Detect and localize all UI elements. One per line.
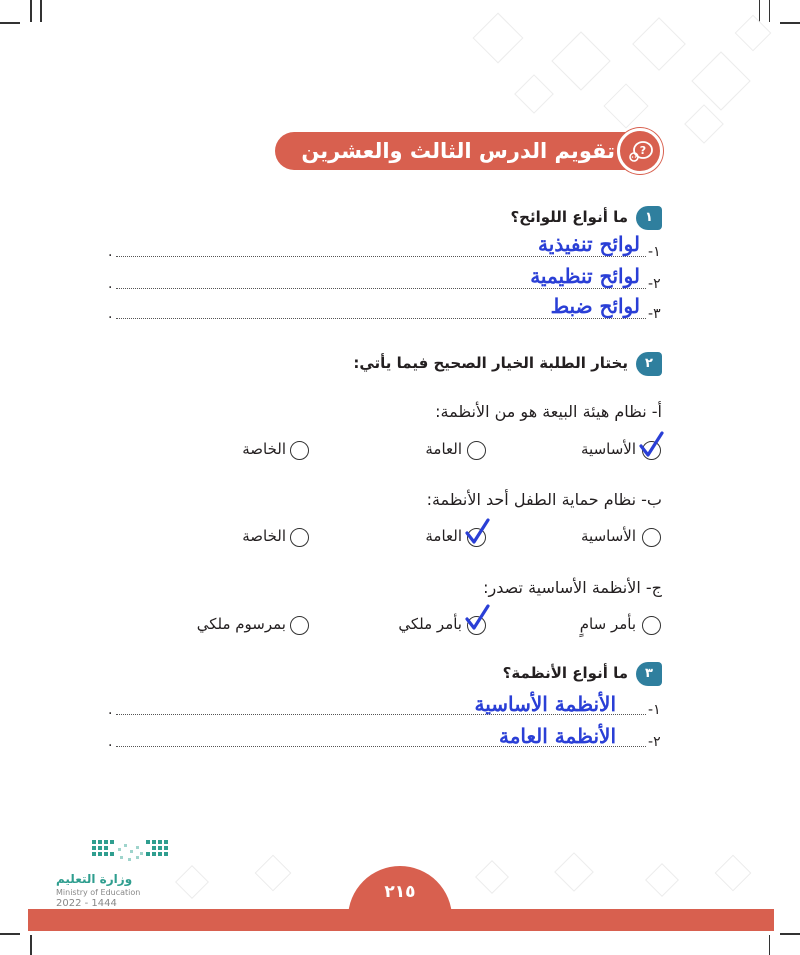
decorative-square xyxy=(684,104,724,144)
decorative-square xyxy=(475,860,509,894)
crop-mark xyxy=(0,933,20,935)
handwritten-answer: لوائح ضبط xyxy=(550,294,640,318)
ministry-logo-icon xyxy=(92,838,168,864)
line-number: ٣- xyxy=(648,306,661,322)
page-number: ٢١٥ xyxy=(384,882,416,902)
dotted-line xyxy=(116,256,646,257)
line-end-dot: . xyxy=(108,734,113,750)
radio-circle[interactable] xyxy=(290,528,309,547)
option-label: الأساسية xyxy=(581,440,636,458)
crop-mark xyxy=(30,935,32,955)
question-1-text: ما أنواع اللوائح؟ xyxy=(510,208,628,226)
decorative-square xyxy=(551,31,610,90)
checkmark-icon xyxy=(464,603,490,631)
decorative-square xyxy=(645,863,679,897)
decorative-square xyxy=(735,15,772,52)
option-label: بأمر سامٍ xyxy=(579,615,636,633)
option-label: العامة xyxy=(425,440,462,458)
line-end-dot: . xyxy=(108,702,113,718)
checkmark-icon xyxy=(638,430,664,458)
question-1-badge: ١ xyxy=(636,206,662,230)
option-label: الخاصة xyxy=(242,527,286,545)
option-label: بمرسوم ملكي xyxy=(196,615,286,633)
lesson-title-banner xyxy=(275,128,663,174)
crop-mark xyxy=(0,22,20,24)
handwritten-answer: الأنظمة الأساسية xyxy=(474,692,616,716)
handwritten-answer: لوائح تنفيذية xyxy=(538,232,640,256)
question-3-text: ما أنواع الأنظمة؟ xyxy=(502,664,628,682)
line-end-dot: . xyxy=(108,276,113,292)
decorative-square xyxy=(473,13,524,64)
radio-circle[interactable] xyxy=(642,528,661,547)
decorative-square xyxy=(255,855,292,892)
crop-mark xyxy=(769,935,771,955)
decorative-square xyxy=(691,51,750,110)
option-label: الأساسية xyxy=(581,527,636,545)
decorative-square xyxy=(175,865,209,899)
handwritten-answer: لوائح تنظيمية xyxy=(530,264,640,288)
decorative-square xyxy=(514,74,554,114)
checkmark-icon xyxy=(464,517,490,545)
dotted-line xyxy=(116,288,646,289)
line-end-dot: . xyxy=(108,306,113,322)
mcq-question-c: ج- الأنظمة الأساسية تصدر: xyxy=(483,578,662,597)
edition-year: 2022 - 1444 xyxy=(56,898,117,909)
ministry-name-ar: وزارة التعليم xyxy=(56,872,133,886)
crop-mark xyxy=(769,0,771,22)
footer-bar xyxy=(28,909,774,931)
dotted-line xyxy=(116,318,646,319)
line-number: ٢- xyxy=(648,734,661,750)
decorative-square xyxy=(554,852,594,892)
question-2-text: يختار الطلبة الخيار الصحيح فيما يأتي: xyxy=(353,354,628,372)
mcq-question-a: أ- نظام هيئة البيعة هو من الأنظمة: xyxy=(435,402,662,421)
svg-text:?: ? xyxy=(639,144,647,157)
line-number: ٢- xyxy=(648,276,661,292)
crop-mark xyxy=(759,0,761,22)
radio-circle[interactable] xyxy=(290,441,309,460)
ministry-name-en: Ministry of Education xyxy=(56,888,141,897)
page-title: تقويم الدرس الثالث والعشرين xyxy=(301,139,615,163)
handwritten-answer: الأنظمة العامة xyxy=(498,724,616,748)
decorative-square xyxy=(715,855,752,892)
question-3-badge: ٣ xyxy=(636,662,662,686)
crop-mark xyxy=(780,933,800,935)
question-2-badge: ٢ xyxy=(636,352,662,376)
option-label: الخاصة xyxy=(242,440,286,458)
crop-mark xyxy=(30,0,32,22)
line-end-dot: . xyxy=(108,244,113,260)
radio-circle[interactable] xyxy=(290,616,309,635)
decorative-square xyxy=(603,83,648,128)
mcq-question-b: ب- نظام حماية الطفل أحد الأنظمة: xyxy=(426,490,662,509)
crop-mark xyxy=(780,22,800,24)
question-chat-icon xyxy=(628,140,654,164)
option-label: بأمر ملكي xyxy=(398,615,462,633)
decorative-square xyxy=(632,17,686,71)
crop-mark xyxy=(40,0,42,22)
line-number: ١- xyxy=(648,702,661,718)
radio-circle[interactable] xyxy=(642,616,661,635)
banner-badge xyxy=(617,128,663,174)
line-number: ١- xyxy=(648,244,661,260)
option-label: العامة xyxy=(425,527,462,545)
radio-circle[interactable] xyxy=(467,441,486,460)
